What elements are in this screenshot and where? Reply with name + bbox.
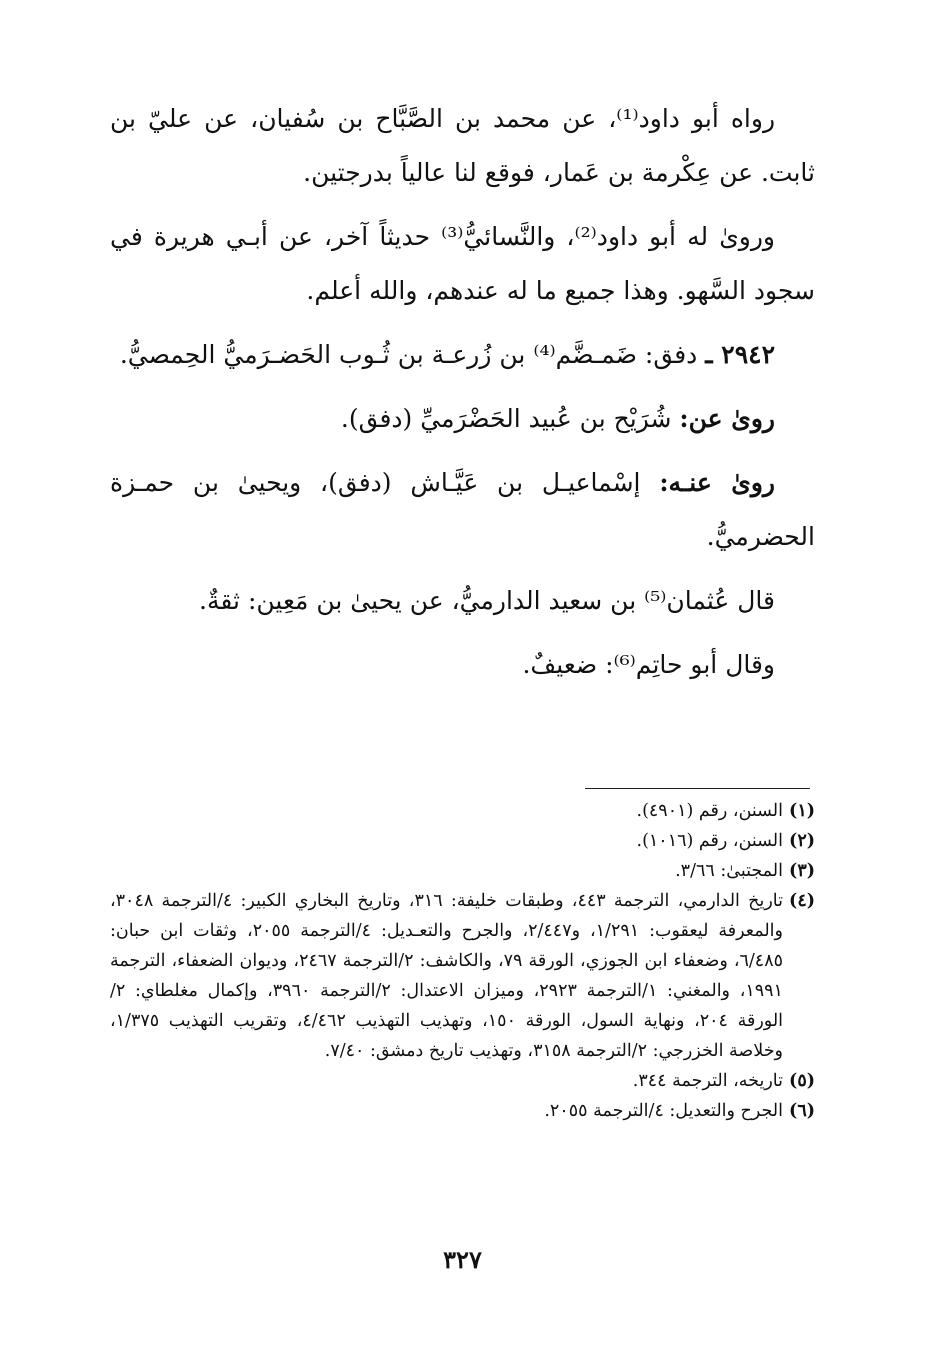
footnote-number: (٦) [789,1101,815,1121]
narrated-by-text: إسْماعيـل بن عَيَّـاش (دفق)، ويحيىٰ بن حمـزة الحضرميُّ. [110,468,815,551]
footnote-4 [110,886,815,1066]
footnote-number: (٣) [789,861,815,881]
footnote-1 [110,796,815,826]
entry-heading [110,328,815,382]
footnote-3 [110,856,815,886]
footnote-text: السنن، رقم (٤٩٠١). [636,801,783,821]
footnote-divider [585,788,810,789]
footnote-text: الجرح والتعديل: ٤/الترجمة ٢٠٥٥. [544,1101,783,1121]
footnote-number: (٥) [789,1071,815,1091]
narrated-by-label: روىٰ عنـه: [659,468,775,497]
paragraph-abu-hatim: وقال أبو حاتِم⁽⁶⁾: ضعيفٌ. [522,650,775,679]
footnote-2 [110,826,815,856]
entry-title: دفق: ضَمـضَّم⁽⁴⁾ بن زُرعـة بن ثُـوب الحَضـرَميُّ الحِمصيُّ. [119,340,698,369]
paragraph-nasai: وروىٰ له أبو داود⁽²⁾، والنَّسائيُّ⁽³⁾ حديثاً آخر، عن أبـي هريرة في سجود السَّهو. وهذا جميع ما له عندهم، والله أعلم. [110,222,815,305]
paragraph-uthman: قال عُثمان⁽⁵⁾ بن سعيد الدارميُّ، عن يحيىٰ بن مَعِين: ثقةٌ. [199,586,775,615]
footnote-text: المجتبىٰ: ٣/٦٦. [675,861,783,881]
footnote-6 [110,1096,815,1126]
footnotes [110,796,815,1126]
main-text [110,92,815,702]
page-number: ٣٢٧ [443,1245,482,1274]
paragraph-narrated-by [110,456,815,564]
paragraph-narrated-from [110,392,815,446]
footnote-number: (٤) [789,891,815,911]
entry-number: ٢٩٤٢ ـ [705,340,775,369]
paragraph-abu-dawud: رواه أبو داود⁽¹⁾، عن محمد بن الصَّبَّاح بن سُفيان، عن عليّ بن ثابت. عن عِكْرمة بن عَمار، فوقع لنا عالياً بدرجتين. [110,104,815,187]
narrated-from-label: روىٰ عن: [679,404,775,433]
footnote-number: (٢) [789,831,815,851]
footnote-5 [110,1066,815,1096]
footnote-text: تاريخه، الترجمة ٣٤٤. [632,1071,783,1091]
footnote-text: السنن، رقم (١٠١٦). [636,831,783,851]
footnote-number: (١) [789,801,815,821]
narrated-from-text: شُرَيْح بن عُبيد الحَضْرَميِّ (دفق). [340,404,672,433]
footnote-text: تاريخ الدارمي، الترجمة ٤٤٣، وطبقات خليفة: ٣١٦، وتاريخ البخاري الكبير: ٤/الترجمة ٣٠٤٨، والمعرفة ليعقوب: ١/٢٩١، و٢/٤٤٧، والجرح والتعـديل: ٤/الترجمة ٢٠٥٥، وثقات ابن حبان: ٦/٤٨٥، وضعفاء ابن الجوزي، الورقة ٧٩، والكاشف: ٢/الترجمة ٢٤٦٧، وديوان الضعفاء، الترجمة ١٩٩١، والمغني: ١/الترجمة ٢٩٢٣، وميزان الاعتدال: ٢/الترجمة ٣٩٦٠، وإكمال مغلطاي: ٢/الورقة ٢٠٤، ونهاية السول، الورقة ١٥٠، وتهذيب التهذيب ٤/٤٦٢، وتقريب التهذيب ١/٣٧٥، وخلاصة الخزرجي: ٢/الترجمة ٣١٥٨، وتهذيب تاريخ دمشق: ٧/٤٠. [110,891,784,1061]
